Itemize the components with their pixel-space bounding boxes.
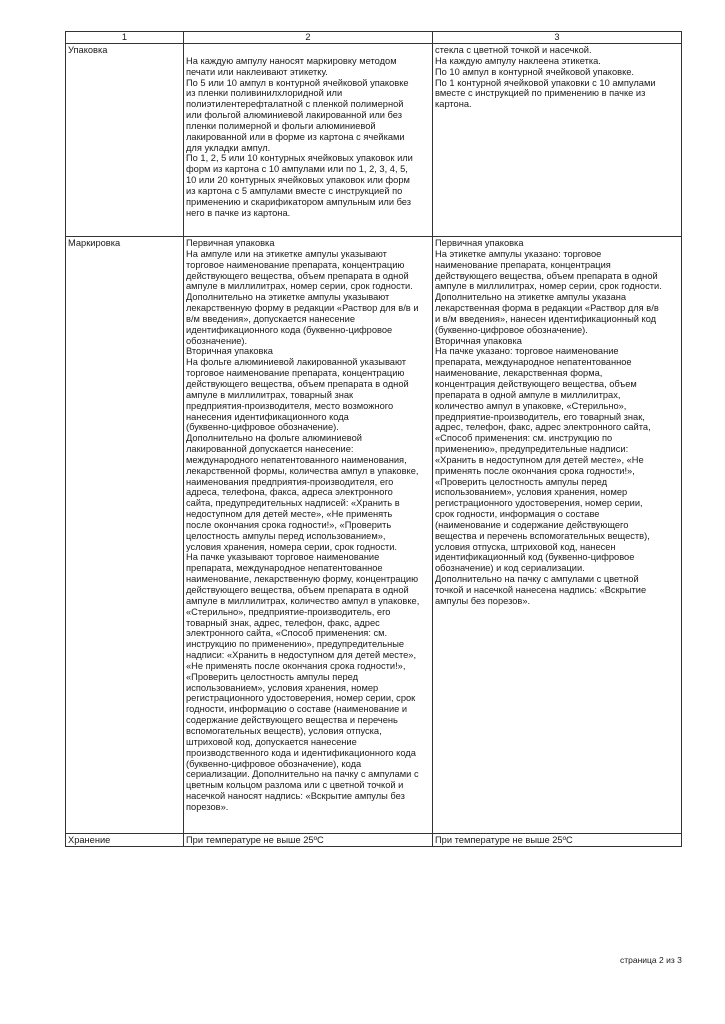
row-marking xyxy=(66,237,682,834)
page-number: страница 2 из 3 xyxy=(620,955,682,965)
comparison-table xyxy=(65,31,682,847)
storage-col3: При температуре не выше 25ºС xyxy=(433,834,682,847)
packaging-col3: стекла с цветной точкой и насечкой. На каждую ампулу наклеена этикетка. По 10 ампул в контурной ячейковой упаковке. По 1 контурной ячейковой упаковки с 10 ампулами вместе с инструкцией по применению в пачке из картона. xyxy=(433,44,682,237)
header-row xyxy=(66,32,682,44)
row-packaging xyxy=(66,44,682,237)
header-col-2: 2 xyxy=(184,32,433,44)
marking-col2: Первичная упаковка На ампуле или на этикетке ампулы указывают торговое наименование препарата, концентрацию действующего вещества, объем препарата в одной ампуле в миллилитрах, номер серии, срок годности. Дополнительно на этикетке ампулы указывают лекарственную форму в редакции «Раствор для в/в и в/м введения», допускается нанесение идентификационного кода (буквенно-цифровое обозначение). Вторичная упаковка На фольге алюминиевой лакированной указывают торговое наименование препарата, концентрацию действующего вещества, объем препарата в одной ампуле в миллилитрах, товарный знак предприятия-производителя, место возможного нанесения идентификационного кода (буквенно-цифровое обозначение). Дополнительно на фольге алюминиевой лакированной допускается нанесение: международного непатентованного наименования, лекарственной формы, количества ампул в упаковке, наименования предприятия-производителя, его адреса, телефона, факса, адреса электронного сайта, предупредительных надписей: «Хранить в недоступном для детей месте», «Не применять после окончания срока годности!», «Проверить целостность ампулы перед использованием», условия хранения, номера серии, срок годности. На пачке указывают торговое наименование препарата, международное непатентованное наименование, лекарственную форму, концентрацию действующего вещества, объем препарата в одной ампуле в миллилитрах, количество ампул в упаковке, «Стерильно», предприятие-производитель, его товарный знак, адрес, телефон, факс, адрес электронного сайта, «Способ применения: см. инструкцию по применению», предупредительные надписи: «Хранить в недоступном для детей месте», «Не применять после окончания срока годности!», «Проверить целостность ампулы перед использованием», условия хранения, номер регистрационного удостоверения, номер серии, срок годности, информацию о составе (наименование и содержание действующего вещества и перечень вспомогательных веществ), условия отпуска, штриховой код, допускается нанесение производственного кода и идентификационного кода (буквенно-цифровое обозначение), кода сериализации. Дополнительно на пачку с ампулами с цветным кольцом разлома или с цветной точкой и насечкой наносят надпись: «Вскрытие ампулы без порезов». xyxy=(184,237,433,834)
header-col-1: 1 xyxy=(66,32,184,44)
row-label-packaging: Упаковка xyxy=(66,44,184,237)
header-col-3: 3 xyxy=(433,32,682,44)
storage-col2: При температуре не выше 25ºС xyxy=(184,834,433,847)
row-label-marking: Маркировка xyxy=(66,237,184,834)
marking-col3: Первичная упаковка На этикетке ампулы указано: торговое наименование препарата, концентрация действующего вещества, объем препарата в одной ампуле в миллилитрах, номер серии, срок годности. Дополнительно на этикетке ампулы указана лекарственная форма в редакции «Раствор для в/в и в/м введения», нанесен идентификационный код (буквенно-цифровое обозначение). Вторичная упаковка На пачке указано: торговое наименование препарата, международное непатентованное наименование, лекарственная форма, концентрация действующего вещества, объем препарата в одной ампуле в миллилитрах, количество ампул в упаковке, «Стерильно», предприятие-производитель, его товарный знак, адрес, телефон, факс, адрес электронного сайта, «Способ применения: см. инструкцию по применению», предупредительные надписи: «Хранить в недоступном для детей месте», «Не применять после окончания срока годности!», «Проверить целостность ампулы перед использованием», условия хранения, номер регистрационного удостоверения, номер серии, срок годности, информация о составе (наименование и содержание действующего вещества и перечень вспомогательных веществ), условия отпуска, штриховой код, нанесен идентификационный код (буквенно-цифровое обозначение) и код сериализации. Дополнительно на пачку с ампулами с цветной точкой и насечкой нанесена надпись: «Вскрытие ампулы без порезов». xyxy=(433,237,682,834)
row-label-storage: Хранение xyxy=(66,834,184,847)
row-storage xyxy=(66,834,682,847)
packaging-col2: На каждую ампулу наносят маркировку методом печати или наклеивают этикетку. По 5 или 10 ампул в контурной ячейковой упаковке из пленки поливинилхлоридной или полиэтилентерефталатной с пленкой полимерной или фольгой алюминиевой лакированной или без пленки полимерной и фольги алюминиевой лакированной или в форме из картона с ячейками для укладки ампул. По 1, 2, 5 или 10 контурных ячейковых упаковок или форм из картона с 10 ампулами или по 1, 2, 3, 4, 5, 10 или 20 контурных ячейковых упаковок или форм из картона с 5 ампулами вместе с инструкцией по применению и скарификатором ампульным или без него в пачке из картона. xyxy=(184,44,433,237)
